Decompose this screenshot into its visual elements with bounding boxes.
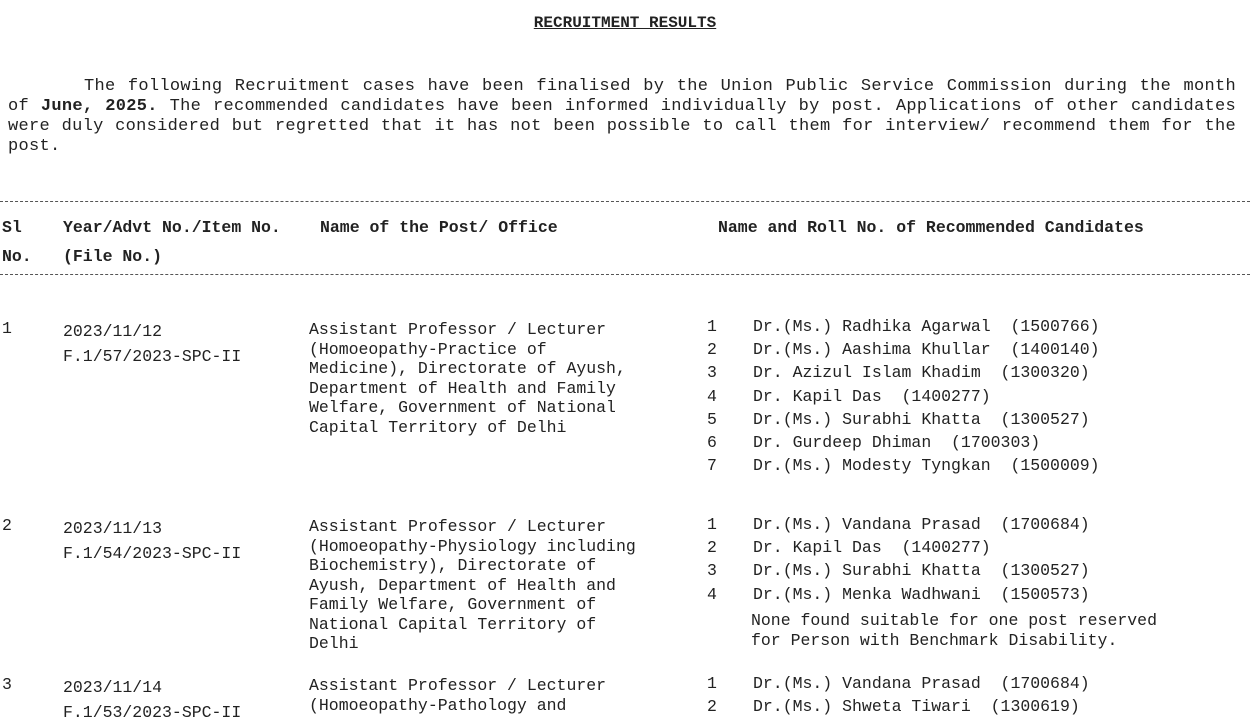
header-year	[63, 213, 281, 271]
row-sl: 3	[2, 675, 12, 694]
header-year-line2: (File No.)	[63, 247, 163, 266]
candidate-number: 3	[707, 363, 717, 383]
header-sl	[2, 213, 32, 271]
row-year-value: 2023/11/12	[63, 322, 163, 341]
header-sl-line1: Sl	[2, 218, 22, 237]
candidate-number: 2	[707, 538, 717, 558]
candidate-number: 4	[707, 584, 717, 604]
candidate-number: 1	[707, 674, 717, 693]
candidate-number: 1	[707, 317, 717, 336]
candidate-name: Dr. Kapil Das (1400277)	[753, 538, 991, 558]
header-year-line1: Year/Advt No./Item No.	[63, 218, 281, 237]
intro-text-start: The following Recruitment cases have been finalised by the Union Public Service Commission during the month of	[8, 77, 1236, 116]
candidate-number: 5	[707, 409, 717, 429]
row-note: None found suitable for one post reserved for Person with Benchmark Disability.	[751, 611, 1157, 650]
header-bottom-rule	[0, 274, 1250, 275]
candidate-name: Dr.(Ms.) Modesty Tyngkan (1500009)	[753, 456, 1100, 476]
candidate-number: 2	[707, 697, 717, 717]
intro-paragraph	[8, 77, 1236, 157]
row-sl: 1	[2, 319, 12, 338]
row-year	[63, 319, 241, 369]
row-year	[63, 516, 241, 566]
candidate-number: 2	[707, 340, 717, 360]
candidate-name: Dr. Gurdeep Dhiman (1700303)	[753, 432, 1041, 452]
intro-text-end: The recommended candidates have been informed individually by post. Applications of other candidates were duly considered but regretted that it has not been possible to call them for interview/ recommend them for the post.	[8, 97, 1236, 156]
candidate-number: 1	[707, 515, 717, 534]
candidate-name: Dr.(Ms.) Vandana Prasad (1700684)	[753, 515, 1090, 534]
header-top-rule	[0, 201, 1250, 202]
candidate-name: Dr.(Ms.) Surabhi Khatta (1300527)	[753, 409, 1090, 429]
candidate-number: 6	[707, 432, 717, 452]
intro-month: June, 2025.	[40, 97, 158, 116]
candidate-number: 7	[707, 456, 717, 476]
candidate-name: Dr.(Ms.) Menka Wadhwani (1500573)	[753, 584, 1090, 604]
row-post: Assistant Professor / Lecturer (Homoeopathy-Physiology including Biochemistry), Directorate of Ayush, Department of Health and Family Welfare, Government of National Capital Territory of Delhi	[309, 517, 636, 653]
candidate-number: 3	[707, 561, 717, 581]
header-sl-line2: No.	[2, 247, 32, 266]
header-post: Name of the Post/ Office	[320, 218, 558, 237]
row-post: Assistant Professor / Lecturer (Homoeopathy-Pathology and	[309, 676, 607, 715]
row-file-no: F.1/53/2023-SPC-II	[63, 703, 242, 722]
header-candidates: Name and Roll No. of Recommended Candidates	[718, 218, 1144, 237]
row-year-value: 2023/11/14	[63, 678, 163, 697]
candidate-number: 4	[707, 386, 717, 406]
candidate-name: Dr.(Ms.) Shweta Tiwari (1300619)	[753, 697, 1080, 717]
row-file-no: F.1/57/2023-SPC-II	[63, 347, 242, 366]
candidate-name: Dr.(Ms.) Vandana Prasad (1700684)	[753, 674, 1090, 693]
row-year-value: 2023/11/13	[63, 519, 163, 538]
row-sl: 2	[2, 516, 12, 535]
candidate-name: Dr.(Ms.) Surabhi Khatta (1300527)	[753, 561, 1090, 581]
row-file-no: F.1/54/2023-SPC-II	[63, 544, 242, 563]
row-year	[63, 675, 241, 725]
page-title: RECRUITMENT RESULTS	[533, 14, 717, 32]
row-post: Assistant Professor / Lecturer (Homoeopathy-Practice of Medicine), Directorate of Ayush, Department of Health and Family Welfare, Government of National Capital Territory of Delhi	[309, 320, 626, 437]
candidate-name: Dr.(Ms.) Aashima Khullar (1400140)	[753, 340, 1100, 360]
candidate-name: Dr. Kapil Das (1400277)	[753, 386, 991, 406]
candidate-name: Dr. Azizul Islam Khadim (1300320)	[753, 363, 1090, 383]
candidate-name: Dr.(Ms.) Radhika Agarwal (1500766)	[753, 317, 1100, 336]
